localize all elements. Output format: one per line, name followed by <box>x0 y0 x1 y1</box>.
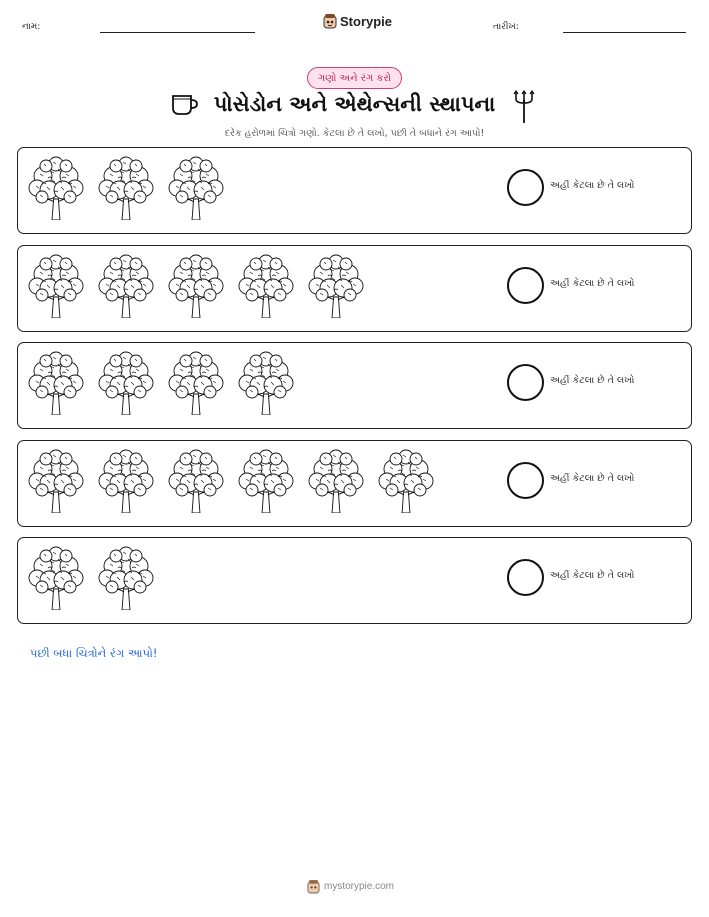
olive-tree-icon <box>28 154 84 220</box>
olive-tree-icon <box>28 447 84 513</box>
answer-circle[interactable] <box>507 169 544 206</box>
answer-circle[interactable] <box>507 267 544 304</box>
answer-circle[interactable] <box>507 364 544 401</box>
olive-tree-icon <box>98 544 154 610</box>
date-label: તારીખ: <box>493 22 519 32</box>
olive-tree-icon <box>28 252 84 318</box>
counting-row <box>17 245 692 332</box>
worksheet-title: પોસેડોન અને એથેન્સની સ્થાપના <box>213 92 496 116</box>
counting-row <box>17 147 692 234</box>
tree-group <box>28 349 294 415</box>
olive-tree-icon <box>98 252 154 318</box>
footer-note: પછી બધા ચિત્રોને રંગ આપો! <box>30 646 158 660</box>
trident-icon <box>513 90 535 124</box>
storypie-logo-icon <box>307 879 320 894</box>
olive-tree-icon <box>168 349 224 415</box>
counting-row <box>17 537 692 624</box>
olive-tree-icon <box>238 252 294 318</box>
olive-tree-icon <box>98 447 154 513</box>
instructions: દરેક હરોળમાં ચિત્રો ગણો. કેટલા છે તે લખો, પછી તે બધાને રંગ આપો! <box>224 128 485 139</box>
activity-tag: ગણો અને રંગ કરો <box>307 67 402 89</box>
answer-prompt: અહીં કેટલા છે તે લખો <box>550 570 635 581</box>
tree-group <box>28 544 154 610</box>
olive-tree-icon <box>308 447 364 513</box>
footer-site: mystorypie.com <box>324 881 395 892</box>
tree-group <box>28 252 364 318</box>
logo-text: Storypie <box>340 13 393 29</box>
answer-circle[interactable] <box>507 462 544 499</box>
olive-tree-icon <box>238 447 294 513</box>
counting-row <box>17 440 692 527</box>
olive-tree-icon <box>98 154 154 220</box>
answer-prompt: અહીં કેટલા છે તે લખો <box>550 375 635 386</box>
olive-tree-icon <box>168 252 224 318</box>
tree-group <box>28 447 434 513</box>
tree-group <box>28 154 224 220</box>
olive-tree-icon <box>28 349 84 415</box>
answer-prompt: અહીં કેટલા છે તે લખો <box>550 473 635 484</box>
storypie-logo <box>323 13 392 29</box>
date-line <box>563 32 686 33</box>
olive-tree-icon <box>98 349 154 415</box>
olive-tree-icon <box>238 349 294 415</box>
name-label: નામ: <box>22 22 41 32</box>
storypie-logo-icon <box>323 13 337 29</box>
olive-tree-icon <box>28 544 84 610</box>
olive-tree-icon <box>308 252 364 318</box>
olive-tree-icon <box>168 447 224 513</box>
worksheet-header <box>0 10 709 40</box>
counting-row <box>17 342 692 429</box>
olive-tree-icon <box>378 447 434 513</box>
olive-tree-icon <box>168 154 224 220</box>
footer-branding <box>307 879 394 894</box>
answer-circle[interactable] <box>507 559 544 596</box>
answer-prompt: અહીં કેટલા છે તે લખો <box>550 278 635 289</box>
answer-prompt: અહીં કેટલા છે તે લખો <box>550 180 635 191</box>
name-line <box>100 32 255 33</box>
